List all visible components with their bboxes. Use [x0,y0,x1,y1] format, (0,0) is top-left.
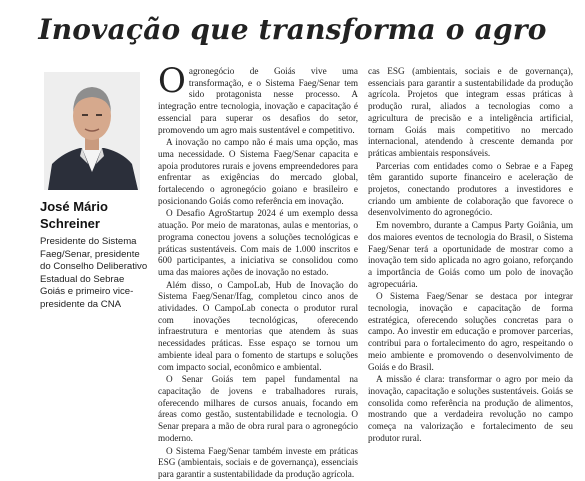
author-name: José Mário Schreiner [40,199,108,231]
article-paragraph: Oagronegócio de Goiás vive uma transformação, e o Sistema Faeg/Senar tem sido protagonista nesse processo. A integração entre tecnologia, inovação e capacitação é essencial para superar os desafios do setor, promovendo um agro mais sustentável e competitivo. [158,61,358,135]
author-bio: Presidente do Sistema Faeg/Senar, presidente do Conselho Deliberativo Estadual do Sebrae Goiás e primeiro vice-presidente da CNA [40,236,148,310]
article-column-1 [158,61,358,479]
article-paragraph: Além disso, o CampoLab, Hub de Inovação do Sistema Faeg/Senar/Ifag, completou cinco anos de atividades. O CampoLab conecta o produtor rural com inovações tecnológicas, oferecendo infraestrutura e mentorias que atendem às suas necessidades práticas. Esse espaço se tornou um ambiente ideal para o fomento de startups e soluções com impacto social, econômico e ambiental. [158,279,358,372]
article-paragraph: O Desafio AgroStartup 2024 é um exemplo dessa atuação. Por meio de maratonas, aulas e mentorias, o programa conectou jovens a soluções tecnológicas e práticas sustentáveis. Com mais de 1.000 inscritos e 600 participantes, a iniciativa se consolidou como uma das maiores ações de inovação no estado. [158,208,358,277]
article-column-2 [368,66,573,443]
headline: Inovação que transforma o agro [38,13,547,46]
author-portrait-icon [44,72,140,190]
article-paragraph: A missão é clara: transformar o agro por meio da inovação, capacitação e soluções sustentáveis. Goiás se consolida como referência na produção de alimentos, mostrando que a verdadeira revolução no campo começa na valorização e fortalecimento de seu produtor rural. [368,374,573,443]
article-paragraph: O Sistema Faeg/Senar se destaca por integrar tecnologia, inovação e capacitação de forma estratégica, oferecendo soluções concretas para o campo. Ao investir em educação e promover parcerias, contribui para o fortalecimento do agro, respeitando o meio ambiente e promovendo o desenvolvimento de Goiás e do Brasil. [368,291,573,372]
article-paragraph: O Senar Goiás tem papel fundamental na capacitação de jovens e trabalhadores rurais, oferecendo milhares de cursos anuais, focando em áreas como gestão, sustentabilidade e tecnologia. O Senar prepara a mão de obra rural para o agronegócio moderno. [158,374,358,443]
article-paragraph: Em novembro, durante a Campus Party Goiânia, um dos maiores eventos de tecnologia do Brasil, o Sistema Faeg/Senar terá a oportunidade de mostrar como a inovação tem sido aplicada no agro goiano, reforçando a importância de Goiás como um polo de inovação agropecuária. [368,220,573,289]
article-paragraph: Parcerias com entidades como o Sebrae e a Fapeg têm garantido suporte financeiro e aceleração de projetos, conectando produtores a investidores e criando um ambiente de colaboração que favorece o desenvolvimento do agronegócio. [368,160,573,218]
article-paragraph: O Sistema Faeg/Senar também investe em práticas ESG (ambientais, sociais e de governança), essenciais para garantir a sustentabilidade da produção agrícola. [158,445,358,479]
article-paragraph: A inovação no campo não é mais uma opção, mas uma necessidade. O Sistema Faeg/Senar capacita e apoia produtores rurais e jovens empreendedores para enfrentar as exigências do mercado global, fortalecendo o agronegócio goiano e brasileiro e posicionando Goiás como referência em inovação. [158,137,358,206]
drop-cap: O [158,61,186,101]
author-photo [44,72,140,190]
article-paragraph: cas ESG (ambientais, sociais e de governança), essenciais para garantir a sustentabilidade da produção agrícola. Projetos que integram essas práticas à produção rural, aliados a tecnologias como a agricultura de precisão e a inteligência artificial, tornam Goiás mais competitivo no mercado internacional, atendendo à crescente demanda por práticas ambientais responsáveis. [368,66,573,158]
